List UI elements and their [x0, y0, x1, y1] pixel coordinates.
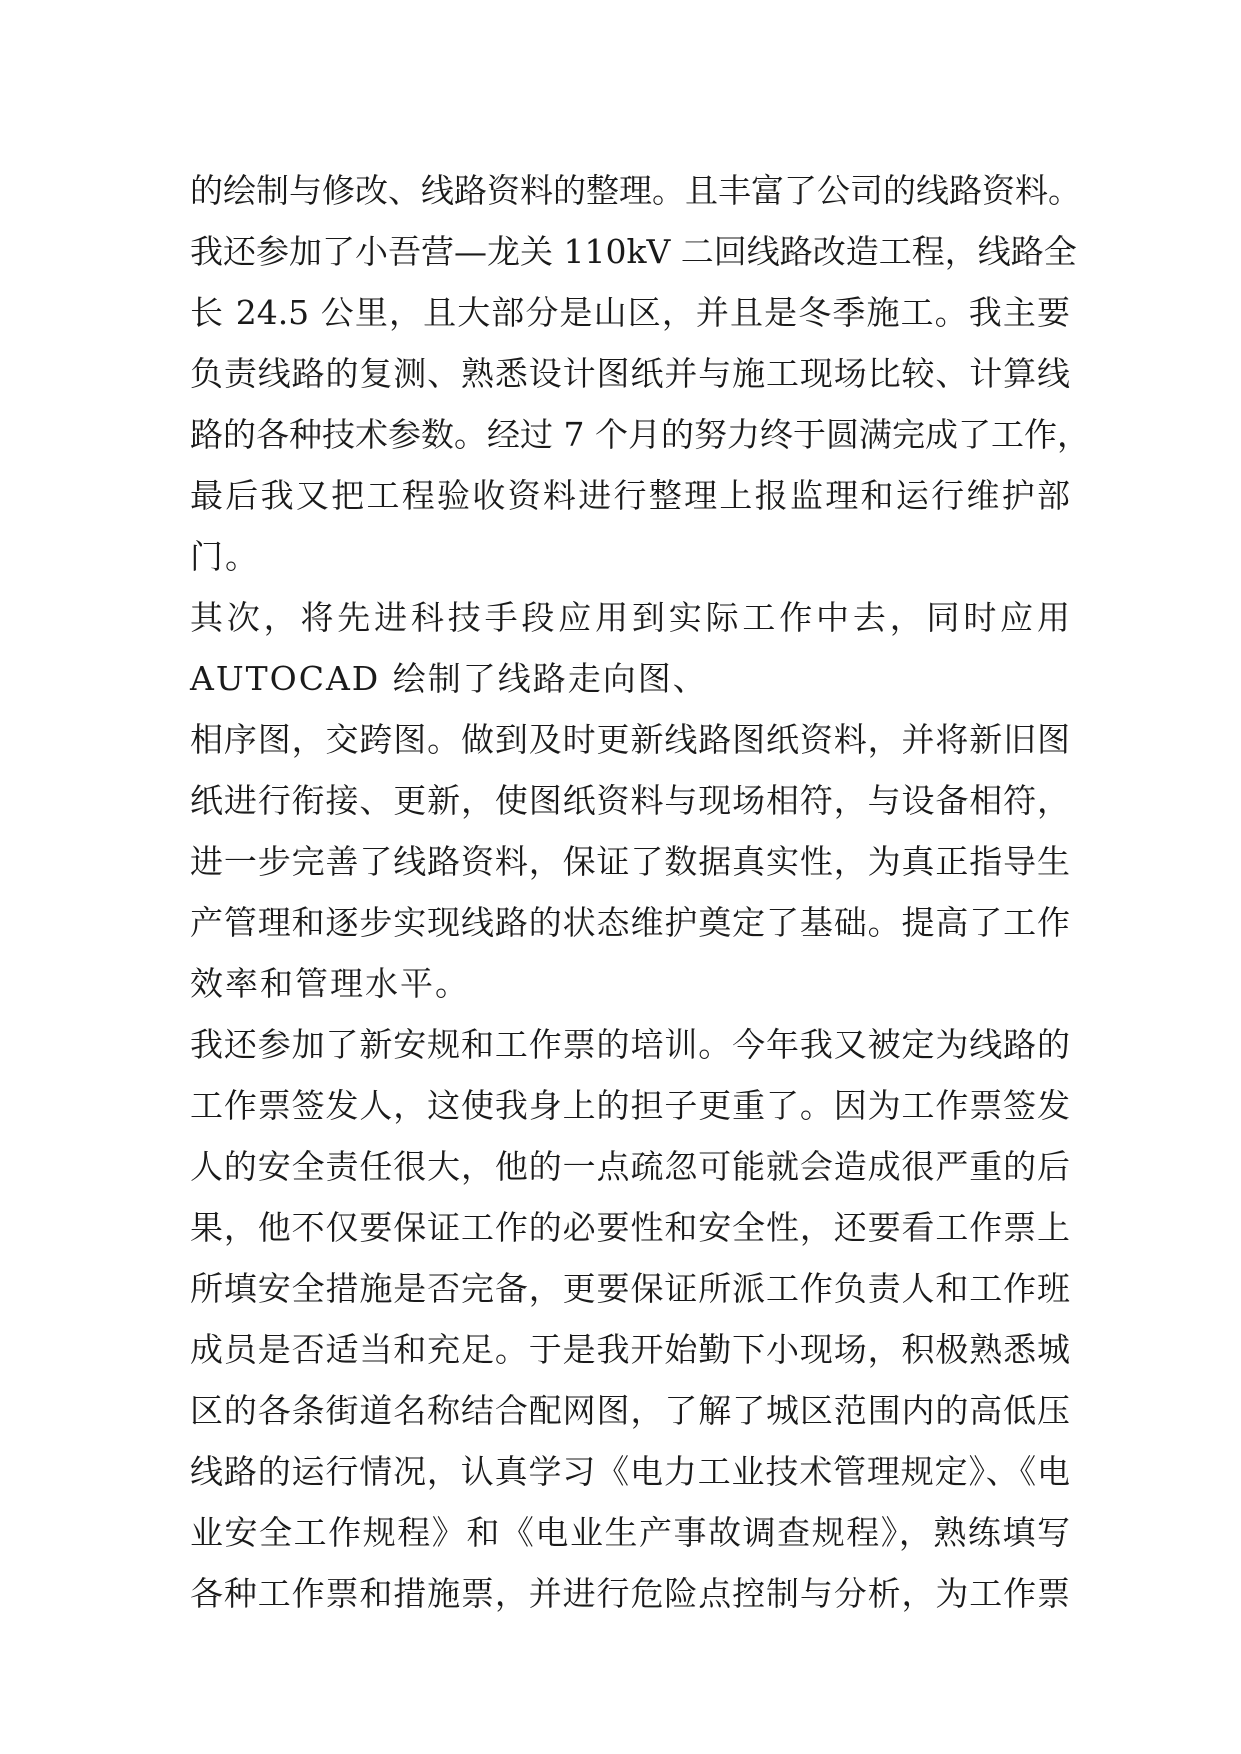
text-line: 线路的运行情况，认真学习《电力工业技术管理规定》、《电 — [190, 1452, 1070, 1491]
body-text — [190, 160, 1090, 1624]
text-line: 相序图，交跨图。做到及时更新线路图纸资料，并将新旧图 — [190, 720, 1070, 759]
text-line: 路的各种技术参数。经过 7 个月的努力终于圆满完成了工作， — [190, 415, 1090, 454]
text-line: 负责线路的复测、熟悉设计图纸并与施工现场比较、计算线 — [190, 354, 1070, 393]
text-line: 所填安全措施是否完备，更要保证所派工作负责人和工作班 — [190, 1269, 1070, 1308]
text-line: 各种工作票和措施票，并进行危险点控制与分析，为工作票 — [190, 1574, 1070, 1613]
text-line: 我还参加了新安规和工作票的培训。今年我又被定为线路的 — [190, 1025, 1070, 1064]
text-line: AUTOCAD 绘制了线路走向图、 — [190, 659, 708, 698]
text-line: 业安全工作规程》和《电业生产事故调查规程》，熟练填写 — [190, 1513, 1070, 1552]
text-line: 长 24.5 公里，且大部分是山区，并且是冬季施工。我主要 — [190, 293, 1070, 332]
text-line: 的绘制与修改、线路资料的整理。且丰富了公司的线路资料。 — [190, 171, 1081, 210]
text-line: 进一步完善了线路资料，保证了数据真实性，为真正指导生 — [190, 842, 1070, 881]
text-line: 成员是否适当和充足。于是我开始勤下小现场，积极熟悉城 — [190, 1330, 1070, 1369]
text-line: 工作票签发人，这使我身上的担子更重了。因为工作票签发 — [190, 1086, 1070, 1125]
text-line: 我还参加了小吾营—龙关 110kV 二回线路改造工程，线路全 — [190, 232, 1077, 271]
text-line: 区的各条街道名称结合配网图，了解了城区范围内的高低压 — [190, 1391, 1070, 1430]
text-line: 果，他不仅要保证工作的必要性和安全性，还要看工作票上 — [190, 1208, 1070, 1247]
text-line: 人的安全责任很大，他的一点疏忽可能就会造成很严重的后 — [190, 1147, 1070, 1186]
text-line: 门。 — [190, 537, 260, 576]
text-line: 产管理和逐步实现线路的状态维护奠定了基础。提高了工作 — [190, 903, 1070, 942]
text-line: 最后我又把工程验收资料进行整理上报监理和运行维护部 — [190, 476, 1070, 515]
text-line: 效率和管理水平。 — [190, 964, 470, 1003]
text-line: 纸进行衔接、更新，使图纸资料与现场相符，与设备相符， — [190, 781, 1070, 820]
text-line: 其次，将先进科技手段应用到实际工作中去，同时应用 — [190, 598, 1070, 637]
